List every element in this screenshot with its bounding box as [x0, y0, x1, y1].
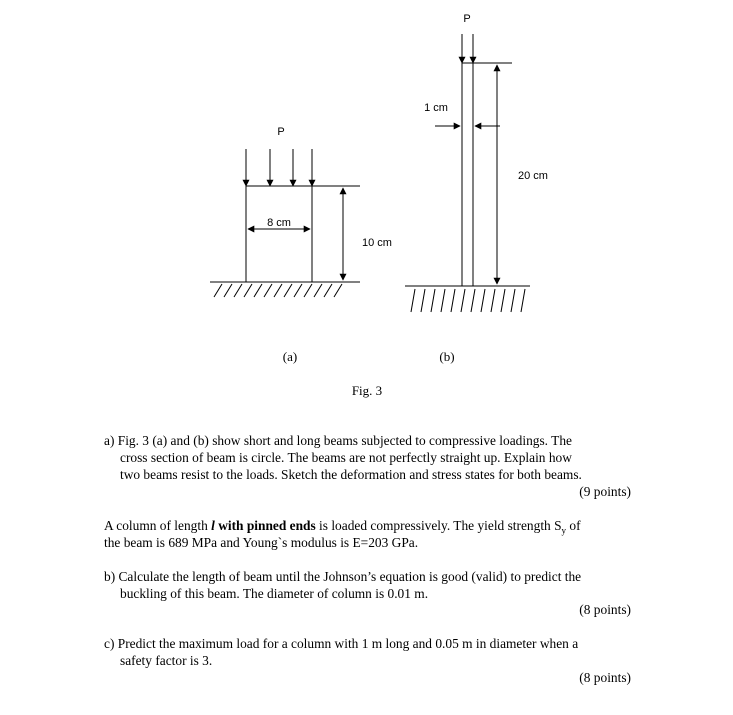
- short-beam-diagram: [210, 126, 392, 364]
- question-a-line2: cross section of beam is circle. The beams are not perfectly straight up. Explain how: [120, 450, 572, 465]
- caption-b: (b): [439, 349, 455, 364]
- distributed-load-arrows: [246, 149, 312, 186]
- height-label-a: 10 cm: [362, 237, 392, 249]
- width-label-a: 8 cm: [267, 217, 291, 229]
- question-b-line1: b) Calculate the length of beam until the Johnson’s equation is good (valid) to predict the: [104, 569, 582, 584]
- question-c-line1: c) Predict the maximum load for a column with 1 m long and 0.05 m in diameter when a: [104, 636, 579, 651]
- point-load-arrows: [462, 34, 473, 63]
- long-beam-diagram: [405, 13, 548, 364]
- intro-part1: A column of length: [104, 518, 212, 533]
- width-label-b: 1 cm: [424, 102, 448, 114]
- ground-hatch-b: [411, 289, 525, 312]
- load-label-b: P: [463, 13, 471, 25]
- short-beam: [246, 186, 312, 282]
- question-c-line2: safety factor is 3.: [120, 653, 213, 668]
- pinned-ends-text: with pinned ends: [214, 518, 316, 533]
- question-a-line1: a) Fig. 3 (a) and (b) show short and long beams subjected to compressive loadings. The: [104, 433, 572, 448]
- question-c-points: (8 points): [579, 670, 631, 685]
- load-label-a: P: [277, 126, 285, 138]
- long-beam: [462, 63, 473, 286]
- question-b-points: (8 points): [579, 602, 631, 617]
- ground-hatch-a: [214, 284, 342, 297]
- question-b-line2: buckling of this beam. The diameter of column is 0.01 m.: [120, 586, 429, 601]
- question-a-line3: two beams resist to the loads. Sketch the deformation and stress states for both beams.: [120, 467, 582, 482]
- intro-part3: of: [566, 518, 581, 533]
- yield-subscript: y: [561, 525, 567, 536]
- height-label-b: 20 cm: [518, 170, 548, 182]
- intro-line2: the beam is 689 MPa and Young`s modulus is E=203 GPa.: [104, 535, 419, 550]
- intro-part2: is loaded compressively. The yield strength S: [315, 518, 562, 533]
- caption-a: (a): [282, 349, 298, 364]
- question-a-points: (9 points): [579, 484, 631, 499]
- length-symbol: l: [211, 518, 215, 533]
- figure-caption: Fig. 3: [351, 383, 383, 398]
